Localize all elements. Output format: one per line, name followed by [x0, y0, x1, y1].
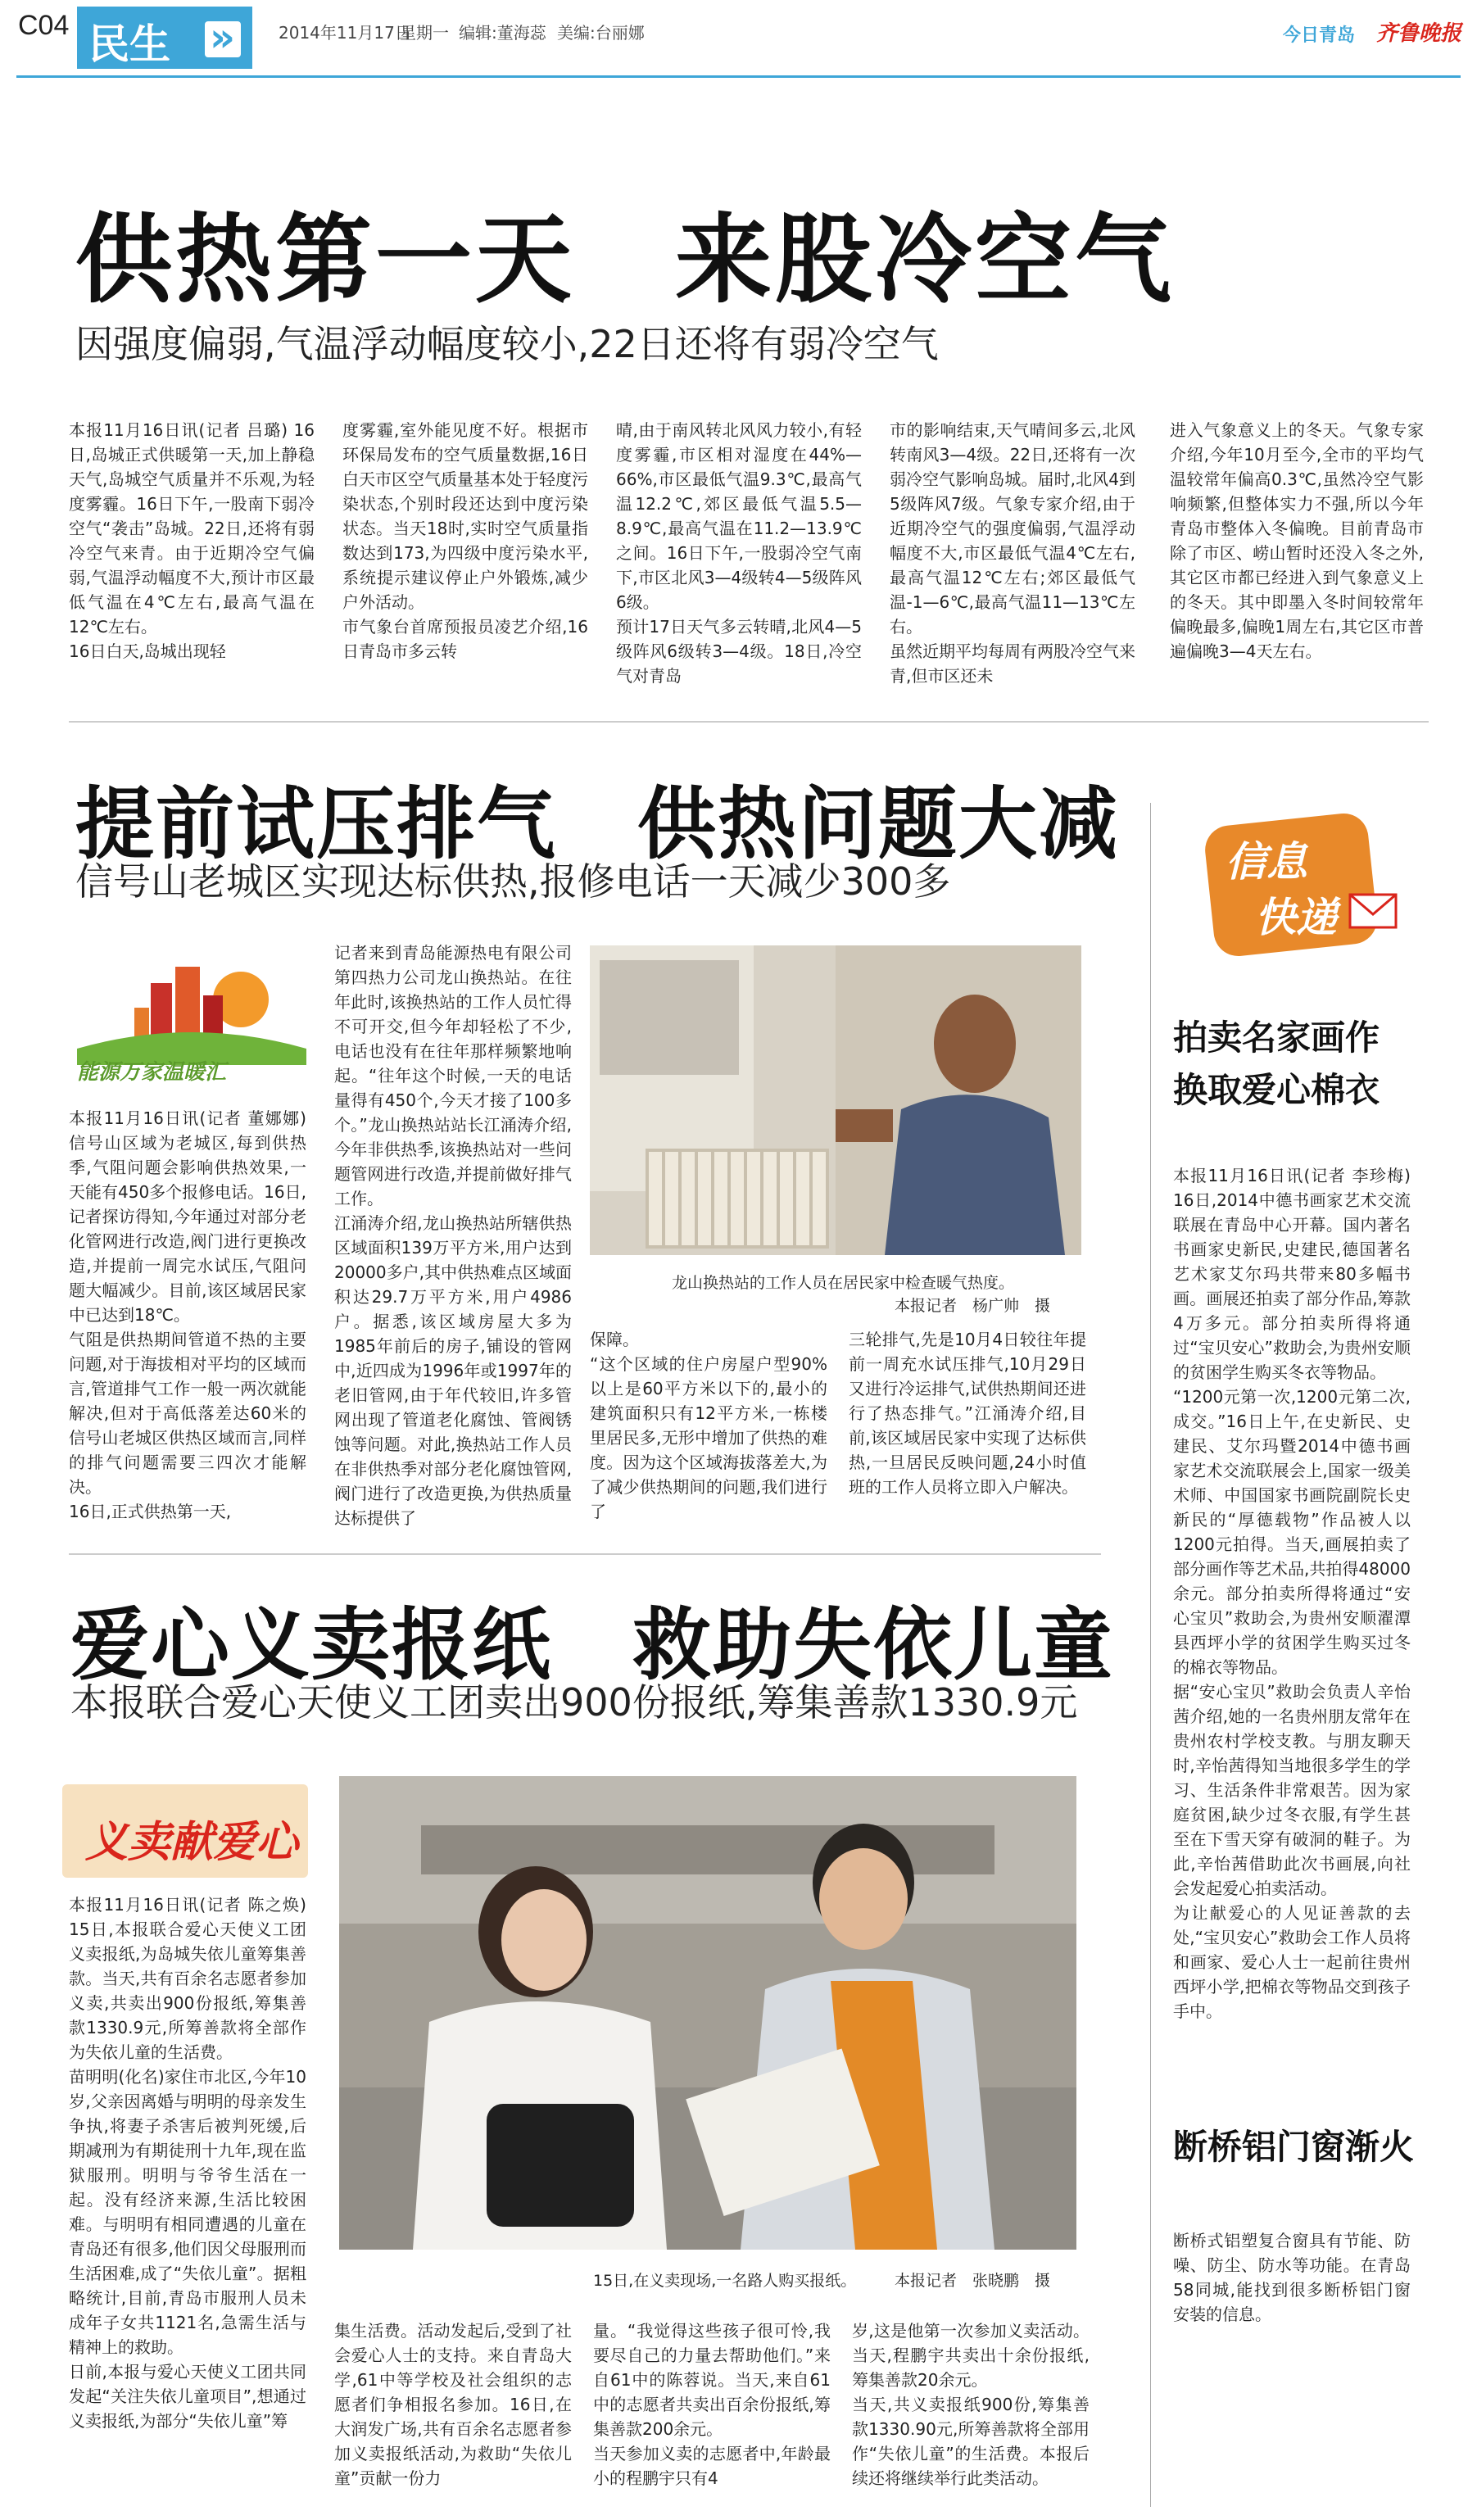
energy-logo — [69, 950, 315, 1090]
energy-logo-text: 能源万家温暖汇 — [77, 1060, 227, 1085]
story3-subhead: 本报联合爱心天使义工团卖出900份报纸,筹集善款1330.9元 — [70, 1680, 1078, 1725]
charity-photo-caption: 15日,在义卖现场,一名路人购买报纸。 — [593, 2272, 857, 2290]
paper-logo: 齐鲁晚报 — [1376, 21, 1462, 46]
story2-column-2: 记者来到青岛能源热电有限公司第四热力公司龙山换热站。在往年此时,该换热站的工作人员忙得不可开交,但今年却轻松了不少,电话也没有在往年那样频繁地响起。“往年这个时候,一天的电话量得有450个,今天才接了100多个。”龙山换热站站长江涌涛介绍,今年非供热季,该换热站对一些问题管网进行改造,并提前做好排气工作。 江涌涛介绍,龙山换热站所辖供热区域面积139万平方米,用户达到20000多户,其中供热难点区域面积达29.7万平方米,用户4986户。据悉,该区域房屋大多为1985年前后的房子,铺设的管网中,近四成为1996年或1997年的老旧管网,由于年代较旧,许多管网出现了管道老化腐蚀、管阀锈蚀等问题。对此,换热站工作人员在非供热季对部分老化腐蚀管网,阀门进行了改造更换,为供热质量达标提供了 — [334, 943, 572, 1528]
story1-column-2: 度雾霾,室外能见度不好。根据市环保局发布的空气质量数据,16日白天市区空气质量基本处于轻度污染状态,个别时段还达到中度污染状态。当天18时,实时空气质量指数达到173,为四级中度污染水平,系统提示建议停止户外锻炼,减少户外活动。 市气象台首席预报员凌艺介绍,16日青岛市多云转 — [342, 420, 588, 661]
charity-sale-logo-text: 义卖献爱心 — [85, 1818, 299, 1867]
story1-column-3: 晴,由于南风转北风风力较小,有轻度雾霾,市区相对湿度在44%—66%,市区最低气温9.3℃,最高气温12.2℃,郊区最低气温5.5—8.9℃,最高气温在11.2—13.9℃之间。16日下午,一股弱冷空气南下,市区北风3—4级转4—5级阵风6级。 预计17日天气多云转晴,北风4—5级阵风6级转3—4级。18日,冷空气对青岛 — [616, 420, 862, 686]
section-title: 民生 — [88, 20, 170, 68]
heating-photo-graphic — [590, 945, 1081, 1255]
story3-column-3: 量。“我觉得这些孩子很可怜,我要尽自己的力量去帮助他们。”来自61中的陈蓉说。当天,来自61中的志愿者共卖出百余份报纸,筹集善款200余元。 当天参加义卖的志愿者中,年龄最小的程鹏宇只有4 — [593, 2321, 831, 2488]
story2-column-4: 三轮排气,先是10月4日较往年提前一周充水试压排气,10月29日又进行冷运排气,试供热期间还进行了热态排气。”江涌涛介绍,目前,该区域居民家中实现了达标供热,一旦居民反映问题,24小时值班的工作人员将立即入户解决。 — [849, 1330, 1086, 1497]
heating-photo-caption: 龙山换热站的工作人员在居民家中检查暖气热度。 — [672, 1274, 1015, 1292]
news-flash-title-line2: 快递 — [1255, 894, 1337, 941]
section-divider — [69, 721, 1429, 723]
heating-photo-credit: 本报记者 杨广帅 摄 — [895, 1297, 1051, 1315]
sidebar-item2-body: 断桥式铝塑复合窗具有节能、防噪、防尘、防水等功能。在青岛58同城,能找到很多断桥铝门窗安装的信息。 — [1173, 2231, 1411, 2324]
issue-date: 2014年11月17日 — [279, 23, 411, 43]
sidebar-item1-body: 本报11月16日讯(记者 李珍梅) 16日,2014中德书画家艺术交流联展在青岛中心开幕。国内著名书画家史新民,史建民,德国著名艺术家艾尔玛共带来80多幅书画。画展还拍卖了部分作品,筹款4万多元。部分拍卖所得将通过“宝贝安心”救助会,为贵州安顺的贫困学生购买冬衣等物品。 “1200元第一次,1200元第二次,成交。”16日上午,在史新民、史建民、艾尔玛暨2014中德书画家艺术交流联展会上,国家一级美术师、中国国家书画院副院长史新民的“厚德载物”作品被人以1200元拍得。当天,画展拍卖了部分画作等艺术品,共拍得48000余元。部分拍卖所得将通过“安心宝贝”救助会,为贵州安顺濯潭县西坪小学的贫困学生购买过冬的棉衣等物品。 据“安心宝贝”救助会负责人辛怡茜介绍,她的一名贵州朋友常年在贵州农村学校支教。与朋友聊天时,辛怡茜得知当地很多学生的学习、生活条件非常艰苦。因为家庭贫困,缺少过冬衣服,有学生甚至在下雪天穿有破洞的鞋子。为此,辛怡茜借助此次书画展,向社会发起爱心拍卖活动。 为让献爱心的人见证善款的去处,“宝贝安心”救助会工作人员将和画家、爱心人士一起前往贵州西坪小学,把棉衣等物品交到孩子手中。 — [1173, 1166, 1411, 2021]
story2-column-3: 保障。 “这个区域的住户房屋户型90%以上是60平方米以下的,最小的建筑面积只有12平方米,一栋楼里居民多,无形中增加了供热的难度。因为这个区域海拔落差大,为了减少供热期间的问题,我们进行了 — [590, 1330, 827, 1521]
story3-column-4: 岁,这是他第一次参加义卖活动。当天,程鹏宇共卖出十余份报纸,筹集善款20余元。 当天,共义卖报纸900份,筹集善款1330.90元,所筹善款将全部用作“失依儿童”的生活费。本报后续还将继续举行此类活动。 — [852, 2321, 1090, 2488]
story3-column-1: 本报11月16日讯(记者 陈之焕) 15日,本报联合爱心天使义工团义卖报纸,为岛城失依儿童筹集善款。当天,共有百余名志愿者参加义卖,共卖出900份报纸,筹集善款1330.9元,所筹善款将全部作为失依儿童的生活费。 苗明明(化名)家住市北区,今年10岁,父亲因离婚与明明的母亲发生争执,将妻子杀害后被判死缓,后期减刑为有期徒刑十九年,现在监狱服刑。明明与爷爷生活在一起。没有经济来源,生活比较困难。与明明有相同遭遇的儿童在青岛还有很多,他们因父母服刑而生活困难,成了“失依儿童”。据粗略统计,目前,青岛市服刑人员未成年子女共1121名,急需生活与精神上的救助。 日前,本报与爱心天使义工团共同发起“关注失依儿童项目”,想通过义卖报纸,为部分“失依儿童”筹 — [69, 1895, 306, 2431]
story1-headline: 供热第一天 来股冷空气 — [75, 203, 1176, 316]
charity-sale-logo — [62, 1784, 308, 1878]
story1-subhead: 因强度偏弱,气温浮动幅度较小,22日还将有弱冷空气 — [75, 322, 939, 366]
story2-column-1: 本报11月16日讯(记者 董娜娜) 信号山区域为老城区,每到供热季,气阻问题会影响供热效果,一天能有450多个报修电话。16日,记者探访得知,今年通过对部分老化管网进行改造,阀门进行更换改造,并提前一周完水试压,气阻问题大幅减少。目前,该区域居民家中已达到18℃。 气阻是供热期间管道不热的主要问题,对于海拔相对平均的区域而言,管道排气工作一般一两次就能解决,但对于高低落差达60米的信号山老城区供热区域而言,同样的排气问题需要三四次才能解决。 16日,正式供热第一天, — [69, 1108, 306, 1521]
header-rule — [16, 75, 1461, 78]
story2-headline: 提前试压排气 供热问题大减 — [75, 778, 1119, 870]
sidebar-divider — [1150, 803, 1151, 2507]
story1-column-1: 本报11月16日讯(记者 吕璐) 16日,岛城正式供暖第一天,加上静稳天气,岛城空气质量并不乐观,为轻度雾霾。16日下午,一股南下弱冷空气“袭击”岛城。22日,还将有弱冷空气来青。由于近期冷空气偏弱,气温浮动幅度不大,预计市区最低气温在4℃左右,最高气温在12℃左右。 16日白天,岛城出现轻 — [69, 420, 315, 661]
charity-photo — [339, 1776, 1076, 2250]
edition-name: 今日青岛 — [1283, 25, 1356, 46]
chevron-right-icon — [205, 21, 241, 57]
news-flash-banner — [1176, 819, 1422, 959]
section-divider-2 — [69, 1553, 1101, 1555]
charity-photo-graphic — [339, 1776, 1076, 2250]
charity-photo-credit: 本报记者 张晓鹏 摄 — [895, 2272, 1051, 2290]
page-code: C04 — [18, 10, 70, 41]
heating-photo — [590, 945, 1081, 1255]
story1-column-5: 进入气象意义上的冬天。气象专家介绍,今年10月至今,全市的平均气温较常年偏高0.3℃,虽然冷空气影响频繁,但整体实力不强,所以今年青岛市整体入冬偏晚。目前青岛市除了市区、崂山暂时还没入冬之外,其它区市都已经进入到气象意义上的冬天。其中即墨入冬时间较常年偏晚最多,偏晚1周左右,其它区市普遍偏晚3—4天左右。 — [1170, 420, 1424, 661]
story3-headline: 爱心义卖报纸 救助失依儿童 — [70, 1599, 1114, 1691]
envelope-icon — [1348, 893, 1398, 929]
story3-column-2: 集生活费。活动发起后,受到了社会爱心人士的支持。来自青岛大学,61中等学校及社会组织的志愿者们争相报名参加。16日,在大润发广场,共有百余名志愿者参加义卖报纸活动,为救助“失依儿童”贡献一份力 — [334, 2321, 572, 2488]
news-flash-title-line1: 信息 — [1226, 838, 1307, 886]
sidebar-item1-title-line1: 拍卖名家画作 — [1173, 1018, 1380, 1058]
sidebar-item1-title-line2: 换取爱心棉衣 — [1173, 1070, 1380, 1110]
story1-column-4: 市的影响结束,天气晴间多云,北风转南风3—4级。22日,还将有一次弱冷空气影响岛城。届时,北风4到5级阵风7级。气象专家介绍,由于近期冷空气的强度偏弱,气温浮动幅度不大,市区最低气温4℃左右,最高气温12℃左右;郊区最低气温-1—6℃,最高气温11—13℃左右。 虽然近期平均每周有两股冷空气来青,但市区还未 — [890, 420, 1135, 686]
sidebar-item2-title: 断桥铝门窗渐火 — [1173, 2127, 1415, 2167]
editor-credit: 编辑:董海蕊 — [459, 23, 546, 43]
designer-credit: 美编:台丽娜 — [557, 23, 645, 43]
story2-subhead: 信号山老城区实现达标供热,报修电话一天减少300多 — [75, 859, 951, 904]
issue-weekday: 星期一 — [400, 23, 449, 43]
